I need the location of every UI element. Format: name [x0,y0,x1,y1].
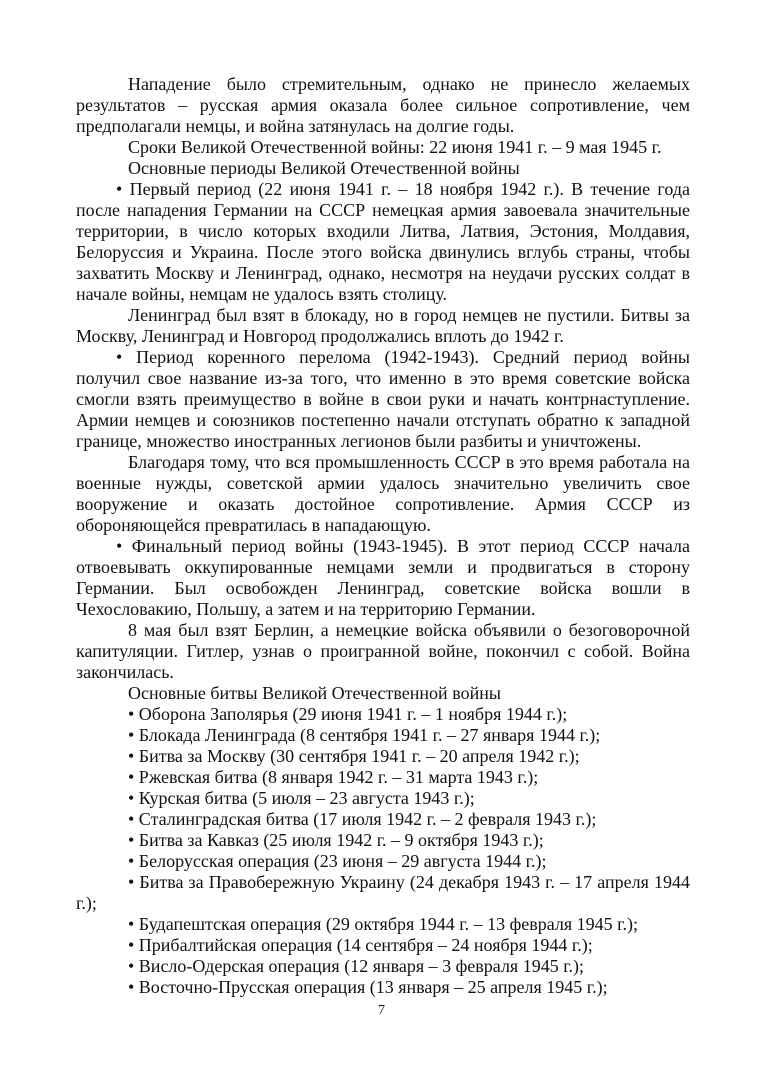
paragraph-war-dates: Сроки Великой Отечественной войны: 22 июня 1941 г. – 9 мая 1945 г. [128,137,662,157]
list-item: • Будапештская операция (29 октября 1944 г. – 13 февраля 1945 г.); [128,914,639,934]
list-item: • Оборона Заполярья (29 июня 1941 г. – 1 ноября 1944 г.); [128,704,568,724]
paragraph-attack-result: Нападение было стремительным, однако не принесло желаемых результатов – русская армия оказала более сильное сопротивление, чем предполагали немцы, и война затянулась на долгие годы. [76,74,690,136]
page-number: 7 [378,1003,385,1018]
paragraph-leningrad-blockade: Ленинград был взят в блокаду, но в город немцев не пустили. Битвы за Москву, Ленинград и Новгород продолжались вплоть до 1942 г. [76,305,690,346]
list-item: • Битва за Москву (30 сентября 1941 г. – 20 апреля 1942 г.); [128,746,580,766]
list-item: • Ржевская битва (8 января 1942 г. – 31 марта 1943 г.); [128,767,539,787]
paragraph-berlin: 8 мая был взят Берлин, а немецкие войска объявили о безоговорочной капитуляции. Гитлер, узнав о проигранной войне, покончил с собой. Война закончилась. [76,620,690,682]
heading-main-battles: Основные битвы Великой Отечественной войны [128,683,501,703]
list-item: • Блокада Ленинграда (8 сентября 1941 г. – 27 января 1944 г.); [128,725,601,745]
heading-main-periods: Основные периоды Великой Отечественной войны [128,158,520,178]
list-item: • Прибалтийская операция (14 сентября – 24 ноября 1944 г.); [128,935,593,955]
list-item: • Битва за Правобережную Украину (24 декабря 1943 г. – 17 апреля 1944 г.); [76,872,690,913]
list-item: • Висло-Одерская операция (12 января – 3 февраля 1945 г.); [128,956,585,976]
paragraph-industry: Благодаря тому, что вся промышленность СССР в это время работала на военные нужды, советской армии удалось значительно увеличить свое вооружение и оказать достойное сопротивление. Армия СССР из обороняющейся превратилась в нападающую. [76,452,690,535]
list-item: • Битва за Кавказ (25 июля 1942 г. – 9 октября 1943 г.); [128,830,544,850]
paragraph-turning-point: • Период коренного перелома (1942-1943). Средний период войны получил свое название из-за того, что именно в это время советские войска смогли взять преимущество в войне в свои руки и начать контрнаступление. Армии немцев и союзников постепенно начали отступать обратно к западной границе, множество иностранных легионов были разбиты и уничтожены. [76,347,690,451]
body-text [76,74,690,998]
list-item: • Сталинградская битва (17 июля 1942 г. – 2 февраля 1943 г.); [128,809,597,829]
list-item: • Белорусская операция (23 июня – 29 августа 1944 г.); [128,851,547,871]
paragraph-final-period: • Финальный период войны (1943-1945). В этот период СССР начала отвоевывать оккупированные немцами земли и продвигаться в сторону Германии. Был освобожден Ленинград, советские войска вошли в Чехословакию, Польшу, а затем и на территорию Германии. [76,536,690,619]
paragraph-first-period: • Первый период (22 июня 1941 г. – 18 ноября 1942 г.). В течение года после нападения Германии на СССР немецкая армия завоевала значительные территории, в число которых входили Литва, Латвия, Эстония, Молдавия, Белоруссия и Украина. После этого войска двинулись вглубь страны, чтобы захватить Москву и Ленинград, однако, несмотря на неудачи русских солдат в начале войны, немцам не удалось взять столицу. [76,179,690,304]
list-item: • Курская битва (5 июля – 23 августа 1943 г.); [128,788,475,808]
list-item: • Восточно-Прусская операция (13 января – 25 апреля 1945 г.); [128,977,608,997]
